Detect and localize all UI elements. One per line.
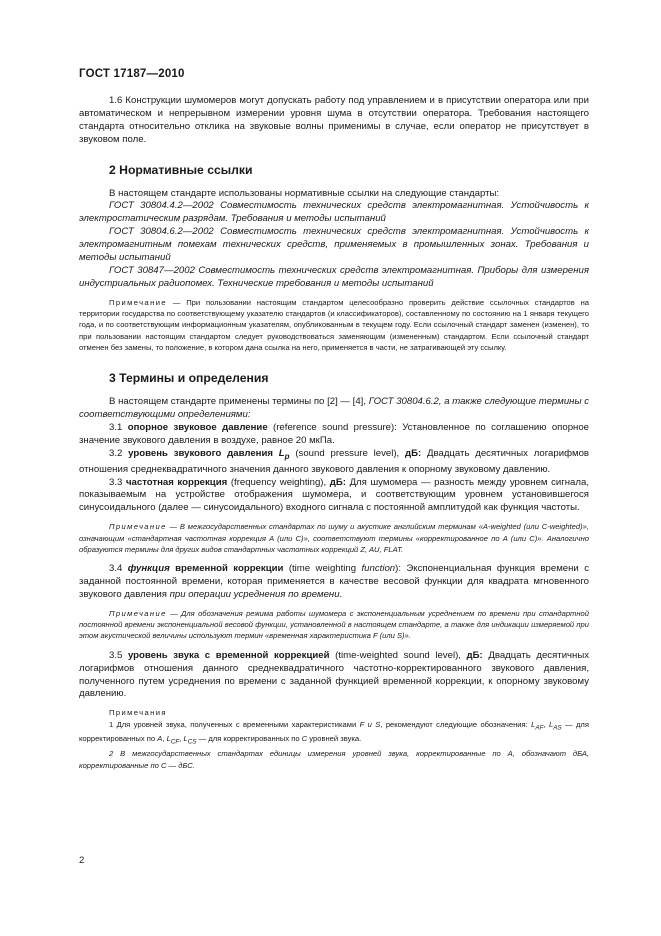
reference-item bbox=[79, 265, 589, 291]
note-text: — При пользовании настоящим стандартом целесообразно проверить действие ссылочных стандартов на территории государства по соответствующему указателю стандартов (и классификаторов), составленному по состоянию на 1 января текущего года, и по соответствующим информационным указателям, опубликованным в текущем году. Если ссылочный стандарт заменен (изменен), то при пользовании настоящим стандартом следует руководствоваться заменяющим (измененным) стандартом. Если ссылочный стандарт отменен без замены, то положение, в котором дана ссылка на него, применяется в части, не затрагивающей эту ссылку. bbox=[79, 297, 589, 352]
term-name: уровень звукового давления bbox=[128, 447, 273, 459]
term-3-4: 3.4 функция временной коррекции (time weighting function): Экспоненциальная функция времени с заданной постоянной времени, которая применяется в качестве весовой функции для квадрата мгновенного звукового давления при операции усреднения по времени. bbox=[79, 563, 589, 600]
document-header: ГОСТ 17187—2010 bbox=[79, 68, 185, 80]
term-3-3-note bbox=[79, 521, 589, 555]
term-3-2: 3.2 уровень звукового давления $L_p$ (sound pressure level), дБ: Двадцать десятичных логарифмов отношения среднеквадратичного значения данного звукового давления к опорному звуковому давлению. bbox=[79, 447, 590, 475]
term-name: уровень звука с временной коррекцией bbox=[127, 649, 330, 661]
reference-text: ГОСТ 30847—2002 Совместимость технических средств электромагнитная. Приборы для измерения индустриальных радиопомех. Технические требования и методы испытаний bbox=[79, 264, 589, 289]
section-3-heading: 3 Термины и определения bbox=[109, 371, 269, 386]
section-2-intro: В настоящем стандарте использованы нормативные ссылки на следующие стандарты: bbox=[109, 187, 500, 199]
term-3-1: 3.1 опорное звуковое давление (reference sound pressure): Установленное по соглашению опорное значение звукового давления в воздухе, равное 20 мкПа. bbox=[79, 421, 589, 446]
reference-item bbox=[79, 226, 589, 265]
note-label: Примечание bbox=[109, 522, 167, 532]
reference-item bbox=[79, 200, 589, 226]
note-text: — Для обозначения режима работы шумомера с экспоненциальным усреднением по времени при стандартной постоянной времени экспоненциальной весовой функции, установленной в настоящем стандарте, а также для индикации измеряемой при этом акустической величины используют термин «временная характеристика F (или S)». bbox=[79, 608, 589, 641]
page-number: 2 bbox=[79, 855, 85, 866]
note-label: Примечание bbox=[109, 608, 167, 618]
section-3-intro: В настоящем стандарте применены термины по [2] — [4], ГОСТ 30804.6.2, а также следующие термины с соответствующими определениями: bbox=[79, 396, 589, 421]
term-name: опорное звуковое давление bbox=[127, 421, 268, 433]
note-label: Примечание bbox=[109, 297, 167, 307]
term-3-5-note-1: 1 Для уровней звука, полученных с временными характеристиками F и S, рекомендуют следующие обозначения: $L_{AF}$, $L_{AS}$ — для корректированных по A, $L_{CF}$, $L_{CS}$ — для корректированных по C уровней звука. bbox=[79, 719, 589, 746]
reference-text: ГОСТ 30804.6.2—2002 Совместимость технических средств электромагнитная. Устойчивость к электромагнитным помехам технических средств, применяемых в промышленных зонах. Требования и методы испытаний bbox=[79, 226, 589, 264]
section-2-note bbox=[79, 297, 589, 353]
term-3-4-note bbox=[79, 608, 589, 642]
page-content bbox=[79, 95, 589, 771]
reference-text: ГОСТ 30804.4.2—2002 Совместимость технических средств электромагнитная. Устойчивость к электростатическим разрядам. Требования и методы испытаний bbox=[79, 200, 589, 225]
term-name: временной коррекции bbox=[175, 563, 284, 575]
note-text: — В межгосударственных стандартах по шуму и акустике английским терминам «A-weighted (или C-weighted)», означающим «стандартная частотная коррекция A (или C)», соответствуют термины «корректированное по A (или C)». Аналогично образуются термины для других видов стандартных частотных коррекций Z, AU, FLAT. bbox=[79, 522, 589, 554]
term-3-5-note-2: 2 В межгосударственных стандартах единицы измерения уровней звука, корректированные по A, обозначают дБА, корректированные по C — дБС. bbox=[79, 749, 589, 770]
term-3-3: 3.3 частотная коррекция (frequency weighting), дБ: Для шумомера — разность между уровнем сигнала, показываемым на устройстве отображения шумомера, и соответствующим уровнем установившегося синусоидального (далее — синусоидального) входного сигнала с постоянной амплитудой как функция частоты. bbox=[79, 476, 589, 514]
section-2-heading: 2 Нормативные ссылки bbox=[109, 162, 253, 177]
paragraph-1-6: 1.6 Конструкции шумомеров могут допускать работу под управлением и в присутствии оператора или при автоматическом и непрерывном измерении уровня шума в отсутствии оператора. Требования настоящего стандарта относительно отклика на звуковые волны применимы в случае, если оператор не присутствует в звуковом поле. bbox=[79, 95, 589, 145]
term-3-5: 3.5 уровень звука с временной коррекцией (time-weighted sound level), дБ: Двадцать десятичных логарифмов отношения данного среднеквадратичного частотно-корректированного звукового давления, полученного путем усреднения по времени с заданной функцией временной коррекции, к опорному звуковому давлению. bbox=[79, 649, 590, 700]
term-name: частотная коррекция bbox=[125, 476, 228, 488]
term-3-5-notes-label: Примечания bbox=[109, 708, 167, 718]
